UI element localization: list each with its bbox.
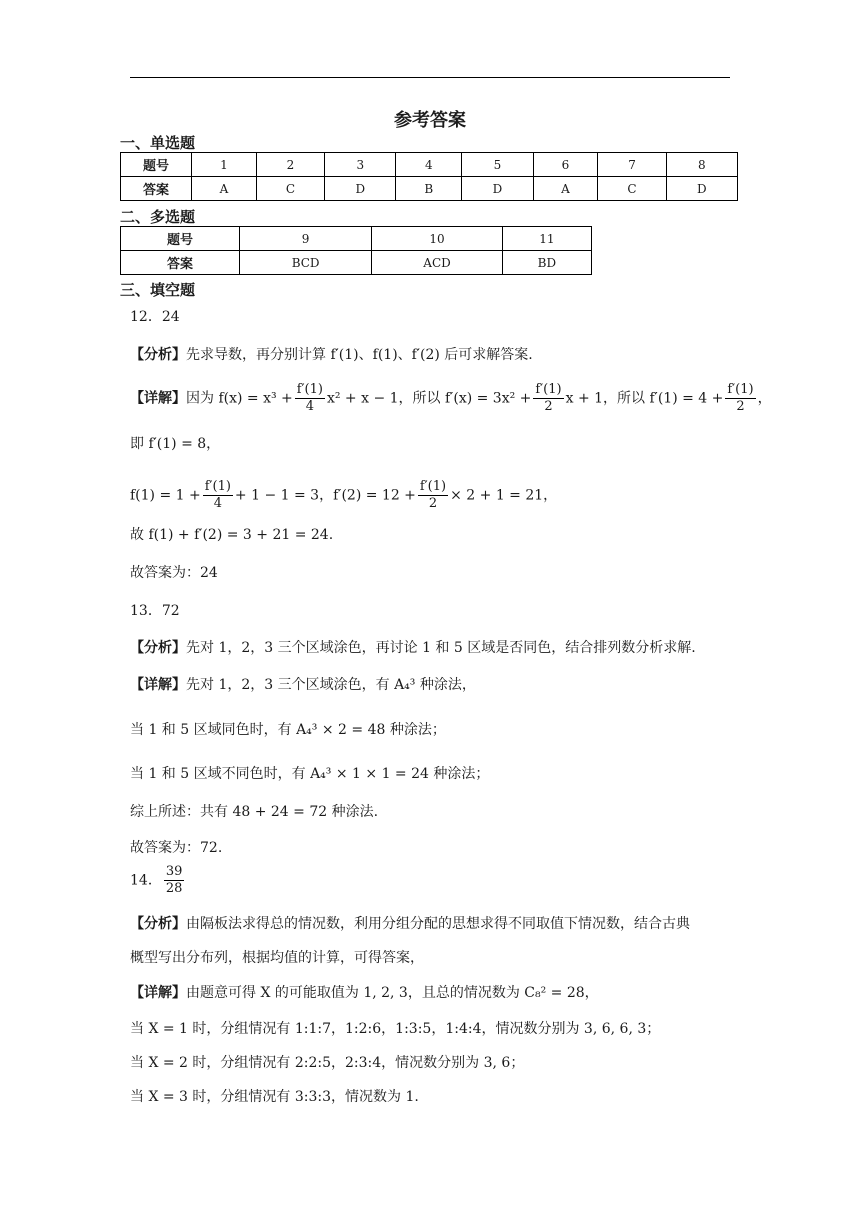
table-cell: 11 (502, 227, 591, 251)
q14-number: 14． $\frac{39}{28}$ (130, 864, 183, 896)
table-cell: BD (502, 251, 591, 275)
table-cell: A (192, 177, 257, 201)
table-header-answer: 答案 (121, 177, 192, 201)
q14-detail-line4: 当 X = 3 时，分组情况有 3:3:3，情况数为 1. (130, 1089, 419, 1105)
q13-analysis: 【分析】先对 1，2，3 三个区域涂色，再讨论 1 和 5 区域是否同色，结合排列数分析求解. (130, 640, 696, 656)
q12-answer: 故答案为：24 (130, 565, 218, 581)
table-cell: 6 (533, 153, 598, 177)
table-cell: D (666, 177, 737, 201)
table-header-number: 题号 (121, 227, 240, 251)
fraction: $\frac{f'(1)}{2}$ (535, 382, 562, 414)
table-cell: C (256, 177, 324, 201)
table-cell: 1 (192, 153, 257, 177)
table-header-number: 题号 (121, 153, 192, 177)
table-cell: 5 (462, 153, 533, 177)
q13-detail-line2: 当 1 和 5 区域同色时，有 A₄³ × 2 = 48 种涂法； (130, 722, 446, 738)
q12-analysis: 【分析】先求导数，再分别计算 f′(1)、f(1)、f′(2) 后可求解答案. (130, 347, 533, 363)
q14-analysis-line2: 概型写出分布列，根据均值的计算，可得答案， (130, 950, 424, 966)
table-cell: D (325, 177, 396, 201)
table-cell: ACD (372, 251, 503, 275)
table-cell: BCD (240, 251, 372, 275)
q12-detail-line3: f(1) = 1 + $\frac{f'(1)}{4}$ + 1 − 1 = 3，f′(2) = 12 + $\frac{f'(1)}{2}$ × 2 + 1 = 21， (130, 479, 558, 511)
table-cell: 3 (325, 153, 396, 177)
table-cell: C (598, 177, 666, 201)
section-multi-choice: 二、多选题 (120, 208, 196, 226)
section-fill-blank: 三、填空题 (120, 281, 196, 299)
table-cell: A (533, 177, 598, 201)
table-cell: 9 (240, 227, 372, 251)
table-row (121, 177, 738, 201)
page-title: 参考答案 (394, 110, 466, 131)
q13-detail-line1: 【详解】先对 1，2，3 三个区域涂色，有 A₄³ 种涂法， (130, 677, 476, 693)
q14-detail-line1: 【详解】由题意可得 X 的可能取值为 1, 2, 3，且总的情况数为 C₈² = 28， (130, 985, 599, 1001)
q13-detail-line3: 当 1 和 5 区域不同色时，有 A₄³ × 1 × 1 = 24 种涂法； (130, 766, 490, 782)
q13-number: 13．72 (130, 603, 180, 619)
fraction: $\frac{f'(1)}{2}$ (727, 382, 754, 414)
table-cell: B (396, 177, 462, 201)
q13-answer: 故答案为：72. (130, 840, 223, 856)
table-cell: 4 (396, 153, 462, 177)
table-cell: 8 (666, 153, 737, 177)
q13-detail-line4: 综上所述：共有 48 + 24 = 72 种涂法. (130, 804, 379, 820)
table-row (121, 251, 592, 275)
answer-table-single (120, 152, 738, 201)
section-single-choice: 一、单选题 (120, 134, 196, 152)
table-cell: 7 (598, 153, 666, 177)
table-row (121, 153, 738, 177)
fraction: $\frac{f'(1)}{2}$ (419, 479, 447, 511)
q12-detail-line1: 【详解】因为 f(x) = x³ + $\frac{f'(1)}{4}$ x² + x − 1，所以 f′(x) = 3x² + $\frac{f'(1)}{2}$ x + 1，所以 f′(1) = 4 + $\frac{f'(1)}{2}$ ， (130, 382, 772, 414)
q14-detail-line3: 当 X = 2 时，分组情况有 2:2:5，2:3:4，情况数分别为 3, 6； (130, 1055, 525, 1071)
q14-detail-line2: 当 X = 1 时，分组情况有 1:1:7，1:2:6，1:3:5，1:4:4，情况数分别为 3, 6, 6, 3； (130, 1021, 661, 1037)
table-cell: D (462, 177, 533, 201)
fraction: $\frac{f'(1)}{4}$ (204, 479, 231, 511)
q14-analysis-line1: 【分析】由隔板法求得总的情况数，利用分组分配的思想求得不同取值下情况数，结合古典 (130, 916, 690, 932)
q12-number: 12．24 (130, 309, 180, 325)
fraction: $\frac{f'(1)}{4}$ (296, 382, 323, 414)
table-cell: 2 (256, 153, 324, 177)
fraction: $\frac{39}{28}$ (165, 864, 183, 896)
table-cell: 10 (372, 227, 503, 251)
table-row (121, 227, 592, 251)
header-rule (130, 77, 730, 78)
q12-detail-line4: 故 f(1) + f′(2) = 3 + 21 = 24. (130, 527, 334, 543)
table-header-answer: 答案 (121, 251, 240, 275)
answer-table-multi (120, 226, 592, 275)
q12-detail-line2: 即 f′(1) = 8， (130, 436, 221, 452)
